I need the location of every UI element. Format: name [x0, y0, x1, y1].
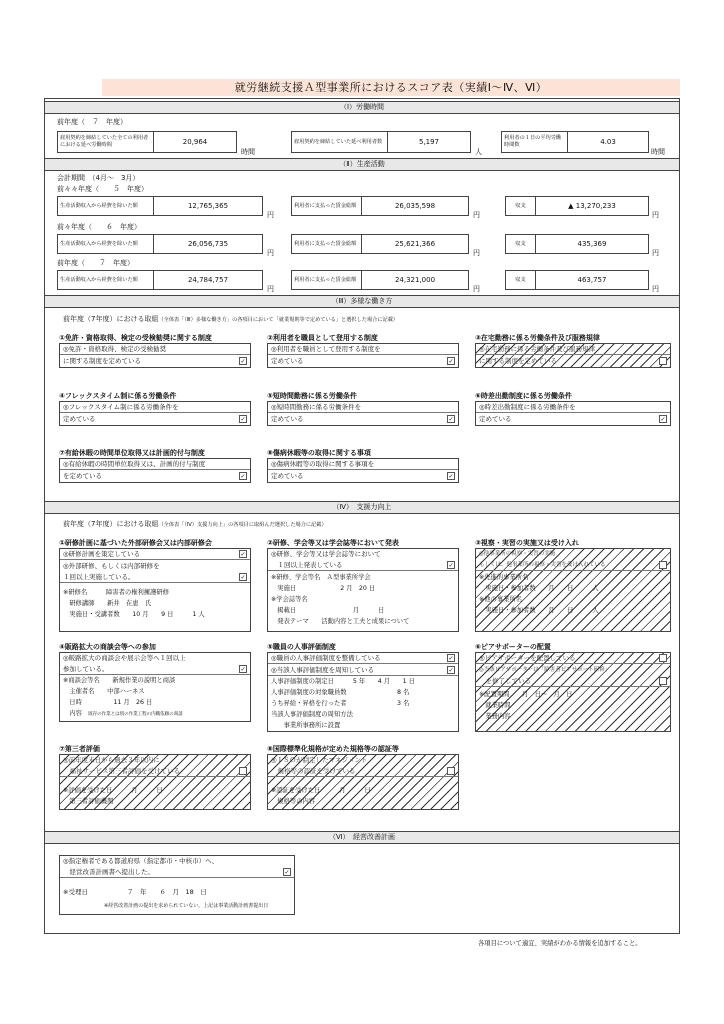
s1-avg-hours-value: 4.03 — [600, 138, 616, 146]
s4-item8-title: ⑧国際標準化規格が定めた規格等の認証等 — [267, 745, 399, 753]
s2-row3-income-value: 24,784,757 — [187, 276, 229, 284]
s4-item1-info-3: 実施日・受講者数 10 月 9 日 1 人 — [63, 611, 205, 618]
s2-row2-balance-label: 収支 — [506, 235, 536, 253]
s4-item2-info-5: 発表テーマ 活動内容と工夫と成果について — [271, 618, 410, 625]
s3-item8-line2: 定めている ✓ — [271, 472, 454, 480]
s4-item4-row2: 参加している。 ✓ — [60, 664, 250, 675]
s4-item5-info-3: うち昇給・昇格を行った者 3 名 — [271, 700, 410, 707]
s3-item7-box — [59, 458, 251, 483]
s4-item2-info-2: 実施日 2 月 20 日 — [271, 585, 376, 592]
s4-item1-info-1: ※研修名 障害者の権利擁護研修 — [63, 589, 170, 596]
s2-row3-wage-label: 利用者に支払った賃金総額 — [292, 271, 362, 289]
s4-item3-info-1: ※先進的事業所名 — [479, 574, 529, 581]
s4-item1-info-2: 研修講師 新井 在恵 氏 — [63, 600, 152, 607]
s4-item6-row3: を修了している — [476, 676, 670, 687]
s2-row2-balance-cell — [505, 234, 649, 254]
s4-item6-info-3: 業務内容 — [479, 713, 511, 720]
s3-item6-title: ⑥時差出勤制度に係る労働条件 — [475, 392, 572, 400]
s4-item8-box-hatched — [267, 754, 459, 810]
s2-row3-unit-a: 円 — [267, 285, 274, 293]
s3-item1-box — [59, 343, 251, 368]
s3-item1-checkbox[interactable]: ✓ — [240, 358, 246, 365]
s3-item3-title: ③在宅勤務に係る労働条件及び服務規律 — [475, 334, 600, 342]
s3-item4-line1: ◎フレックスタイム制に係る労働条件を — [60, 402, 250, 413]
s4-item8-info-1: ※認証を受けた日 月 日 — [271, 787, 371, 794]
s6-row1: ◎指定権者である都道府県（指定都市・中核市）へ、 — [63, 857, 219, 865]
s4-item2-checkbox[interactable]: ✓ — [448, 562, 454, 569]
s2-row2-wage-label: 利用者に支払った賃金総額 — [292, 235, 362, 253]
footnote: 各項目について適宜、実績がわかる情報を追加すること。 — [478, 940, 642, 947]
s2-row1-wage-cell — [291, 196, 469, 216]
s2-row2-year: 前々年度（ ６ 年度） — [57, 223, 141, 231]
s1-total-users-cell — [291, 131, 471, 153]
s2-row2-unit-b: 円 — [473, 249, 480, 257]
s4-item2-title: ②研修、学会等又は学会誌等において発表 — [267, 539, 399, 547]
s4-item1-row3: １回以上実施している。 ✓ — [60, 572, 250, 583]
s3-item4-box — [59, 401, 251, 426]
s3-item6-line1: ◎時差出勤制度に係る労働条件を — [476, 402, 670, 413]
s3-item8-title: ⑧傷病休暇等の取得に関する事項 — [267, 449, 371, 457]
s2-row3-unit-b: 円 — [473, 285, 480, 293]
s2-row1-unit-c: 円 — [652, 211, 659, 219]
s4-item5-row2: ◎当該人事評価制度を周知している ✓ — [268, 665, 458, 676]
s3-intro: 前年度（7年度）における取組（全体表「（Ⅲ）多様な働き方」の各項目において「就業規則等で定めている」と選択した場合に記載） — [63, 315, 399, 323]
s4-item5-checkbox-2[interactable]: ✓ — [448, 667, 454, 674]
s4-item5-row1: ◎職員の人事評価制度を整備している ✓ — [268, 653, 458, 664]
s2-row2-wage-cell — [291, 234, 469, 254]
s1-avg-hours-cell — [501, 131, 649, 153]
s4-item6-info-2: 就業時間 — [479, 702, 511, 709]
s4-item3-checkbox[interactable] — [659, 561, 667, 569]
s6-row3-received-date: ※受理日 ７ 年 ６ 月 18 日 — [63, 888, 207, 896]
s2-row2-wage-value: 25,621,366 — [394, 240, 436, 248]
s4-item1-title: ①研修計画に基づいた外部研修会又は内部研修会 — [59, 539, 212, 547]
section-heading-work-styles: （Ⅲ）多様な働き方 — [45, 295, 679, 308]
s4-item1-box — [59, 548, 251, 632]
s3-item4-line2: 定めている ✓ — [63, 415, 246, 423]
s1-total-hours-cell — [57, 131, 237, 153]
s4-item7-box-hatched — [59, 754, 251, 810]
s3-item5-checkbox[interactable]: ✓ — [448, 416, 454, 423]
s4-item5-info-2: 人事評価制度の対象職員数 8 名 — [271, 689, 410, 696]
s4-item1-row2: ◎外部研修、もしくは内部研修を — [63, 562, 160, 570]
s2-row2-income-label: 生産活動収入から経費を除いた額 — [58, 235, 154, 253]
s1-year: 前年度（ ７ 年度） — [57, 118, 127, 126]
s3-item5-line1: ◎短時間勤務に係る労働条件を — [268, 402, 458, 413]
s3-item1-line2: に関する制度を定めている ✓ — [63, 357, 246, 365]
s2-row1-wage-value: 26,035,598 — [394, 202, 436, 210]
s4-item2-box — [267, 548, 459, 632]
s2-row3-year: 前年度（ ７ 年度） — [57, 259, 134, 267]
s4-item4-title: ④販路拡大の商談会等への参加 — [59, 643, 156, 651]
s4-item5-info-5: 事業所事務所に設置 — [271, 722, 341, 729]
s6-note: ※経営改善計画の提出を求められていない、上記は事業活動計画書提出日 — [104, 903, 269, 909]
s2-row3-wage-value: 24,321,000 — [394, 276, 436, 284]
s4-item8-info-2: 規格等の内容 — [271, 798, 316, 805]
s2-row1-income-label: 生産活動収入から経費を除いた額 — [58, 197, 154, 215]
s2-row1-unit-a: 円 — [267, 211, 274, 219]
s2-row3-income-cell — [57, 270, 263, 290]
s1-unit-hours: 時間 — [241, 148, 255, 156]
s4-item4-checkbox[interactable]: ✓ — [240, 666, 246, 673]
s4-item2-info-3: ※学会誌等名 — [271, 596, 308, 603]
s2-row1-balance-label: 収支 — [506, 197, 536, 215]
s1-total-users-value: 5,197 — [418, 138, 440, 146]
section-heading-labor-hours: （Ⅰ）労働時間 — [45, 101, 679, 114]
s1-total-hours-label: 雇用契約を締結していた全ての利用者における延べ労働時間 — [58, 132, 154, 152]
s2-row1-income-cell — [57, 196, 263, 216]
s3-item7-checkbox[interactable]: ✓ — [240, 473, 246, 480]
s3-item3-line1: ◎在宅勤務に係る労働条件及び服務規律 — [476, 344, 670, 355]
s2-row3-balance-value: 463,757 — [577, 276, 607, 284]
s3-item6-box — [475, 401, 671, 426]
section-heading-management-plan: （Ⅵ） 経営改善計画 — [45, 831, 679, 844]
s4-item6-checkbox-1[interactable] — [659, 654, 667, 662]
s2-row1-balance-cell — [505, 196, 649, 216]
document-title: 就労継続支援Ａ型事業所におけるスコア表（実績Ⅰ～Ⅳ、Ⅵ） — [102, 79, 680, 96]
s4-item5-info-1: 人事評価制度の制定日 5 年 4 月 1 日 — [271, 678, 415, 685]
s4-item7-info-1: ※評価を受けた日 月 日 — [63, 787, 163, 794]
s3-item7-line2: を定めている ✓ — [63, 472, 246, 480]
s4-item3-info-3: ※他の事業所名 — [479, 596, 523, 603]
s2-row3-unit-c: 円 — [652, 285, 659, 293]
s2-row1-year: 前々々年度（ ５ 年度） — [57, 185, 148, 193]
s2-row2-unit-a: 円 — [267, 249, 274, 257]
s4-item2-row2: １回以上発表している ✓ — [268, 560, 458, 571]
score-sheet-frame — [44, 98, 680, 934]
s3-item2-line2: 定めている ✓ — [271, 357, 454, 365]
s3-item2-checkbox[interactable]: ✓ — [448, 358, 454, 365]
s3-item1-title: ①免許・資格取得、検定の受検勧奨に関する制度 — [59, 334, 212, 342]
s2-period: 会計期間 （4月～ 3月） — [57, 174, 140, 182]
s4-item3-info-4: 実施日・参加者数 月 日 人 — [479, 607, 599, 614]
s2-row3-balance-label: 収支 — [506, 271, 536, 289]
s4-item3-info-2: 実施日・参加者数 月 日 人 — [479, 585, 599, 592]
s4-item7-checkbox[interactable] — [239, 767, 247, 775]
s3-item5-line2: 定めている ✓ — [271, 415, 454, 423]
s4-item4-info-1: ※商談会等名 新規作業の説明と商談 — [63, 677, 176, 684]
s3-item2-box — [267, 343, 459, 368]
section-heading-support-capacity: （Ⅳ） 支援力向上 — [45, 501, 679, 514]
s1-total-hours-value: 20,964 — [182, 138, 208, 146]
s2-row3-wage-cell — [291, 270, 469, 290]
s4-item5-info-4: 当該人事評価制度の周知方法 — [271, 711, 353, 718]
s4-item3-row1: ◎他事業所の視察・実習の実施 — [479, 551, 556, 557]
s6-row2: 経営改善計画書へ提出した。 ✓ — [60, 867, 294, 878]
s3-item8-line1: ◎傷病休暇等の取得に関する事項を — [268, 459, 458, 470]
s4-item7-row2: 福祉サービス第三者評価を受けている — [60, 766, 250, 777]
s2-row2-income-value: 26,056,735 — [187, 240, 229, 248]
s3-item3-line2: に関する制度を定めている — [476, 356, 670, 367]
s4-item6-row2: ◎当該ピアサポーターは「障害者ピアサポート研修」 — [479, 667, 611, 673]
s3-item4-title: ④フレックスタイム制に係る労働条件 — [59, 392, 177, 400]
s4-item7-row1: ◎前年度末日から過去３年以内に — [63, 756, 160, 764]
s4-item8-checkbox[interactable] — [447, 767, 455, 775]
s3-item7-title: ⑦有給休暇の時間単位取得又は計画的付与制度 — [59, 449, 205, 457]
s2-row2-balance-value: 435,369 — [577, 240, 607, 248]
s4-item6-checkbox-2[interactable] — [659, 677, 667, 685]
s4-item2-info-4: 掲載日 月 日 — [271, 607, 385, 614]
s3-item2-line1: ◎利用者を職員として登用する制度を — [268, 344, 458, 355]
s4-item2-info-1: ※研修、学会等名 Ａ型事業所学会 — [271, 574, 371, 581]
s2-row1-income-value: 12,765,365 — [187, 202, 229, 210]
s4-item1-checkbox-1[interactable]: ✓ — [240, 551, 246, 558]
s4-item4-row1: ◎販路拡大の商談会や展示会等へ１回以上 — [63, 654, 186, 662]
s1-avg-hours-label: 利用者の１日の平均労働時間数 — [502, 132, 568, 152]
s4-item7-info-2: 第三者評価機関 — [63, 798, 114, 805]
s3-item4-checkbox[interactable]: ✓ — [240, 416, 246, 423]
s3-item6-line2: 定めている ✓ — [479, 415, 666, 423]
s4-item6-box-hatched — [475, 652, 671, 732]
s4-item8-row2: 規格等の認証を受けている — [268, 766, 458, 777]
s3-item7-line1: ◎有給休暇の時間単位取得又は、計画的付与制度 — [60, 459, 250, 470]
s3-item8-checkbox[interactable]: ✓ — [448, 473, 454, 480]
s4-item6-info-1: ※配置期間 月 日～ 月 日 — [479, 691, 573, 698]
s4-item4-info-3: 日時 11 月 26 日 — [63, 699, 153, 706]
s1-unit-persons: 人 — [475, 148, 482, 156]
s4-intro: 前年度（7年度）における取組（全体表「（Ⅳ）支援力向上」の各項目に取組んだ選択した場合に記載） — [63, 520, 327, 528]
s4-item1-row1: ◎研修計画を策定している ✓ — [60, 549, 250, 560]
s4-item4-content: 内容 既存の作業とは別の作業工程の内職依頼の商談 — [63, 710, 183, 717]
section-heading-production: （Ⅱ）生産活動 — [45, 158, 679, 171]
s4-item3-box-hatched — [475, 548, 671, 632]
s4-item1-checkbox-2[interactable]: ✓ — [240, 574, 246, 581]
s2-row1-wage-label: 利用者に支払った賃金総額 — [292, 197, 362, 215]
s2-row3-balance-cell — [505, 270, 649, 290]
s3-item3-box-hatched — [475, 343, 671, 368]
s6-box — [59, 855, 295, 915]
s6-checkbox[interactable]: ✓ — [284, 869, 290, 876]
s4-item6-title: ⑥ピアサポーターの配置 — [475, 643, 551, 651]
s1-unit-hours-2: 時間 — [651, 148, 665, 156]
s4-item3-title: ③視察・実習の実施又は受け入れ — [475, 539, 579, 547]
s4-item7-title: ⑦第三者評価 — [59, 745, 100, 753]
s4-item4-box — [59, 652, 251, 722]
s3-item8-box — [267, 458, 459, 483]
s4-item6-row1: ◎ピアサポーターを配置している — [476, 653, 670, 664]
s2-row1-balance-value: ▲ 13,270,233 — [568, 202, 616, 210]
s1-total-users-label: 雇用契約を締結していた延べ利用者数 — [292, 132, 388, 152]
s3-item1-line1: ◎免許・資格取得、検定の受検勧奨 — [60, 344, 250, 355]
s2-row2-unit-c: 円 — [652, 249, 659, 257]
s4-item2-row1: ◎研修、学会等又は学会誌等において — [271, 550, 381, 558]
s3-item5-box — [267, 401, 459, 426]
s3-item5-title: ⑤短時間勤務に係る労働条件 — [267, 392, 357, 400]
s4-item3-row2: もしくは、他事業所の視察・実習を受け入れている — [476, 560, 670, 571]
s2-row3-income-label: 生産活動収入から経費を除いた額 — [58, 271, 154, 289]
s4-item5-checkbox-1[interactable]: ✓ — [448, 655, 454, 662]
s4-item5-title: ⑤職員の人事評価制度 — [267, 643, 336, 651]
s4-item5-box — [267, 652, 459, 732]
s4-item8-row1: ◎ＩＳＯが制定したマネジメント — [271, 756, 368, 764]
s2-row1-unit-b: 円 — [473, 211, 480, 219]
s2-row2-income-cell — [57, 234, 263, 254]
s3-item2-title: ②利用者を職員として登用する制度 — [267, 334, 378, 342]
s3-item6-checkbox[interactable]: ✓ — [660, 416, 666, 423]
s3-item3-checkbox[interactable] — [659, 357, 667, 365]
s4-item4-info-2: 主催者名 中部ハーネス — [63, 688, 145, 695]
